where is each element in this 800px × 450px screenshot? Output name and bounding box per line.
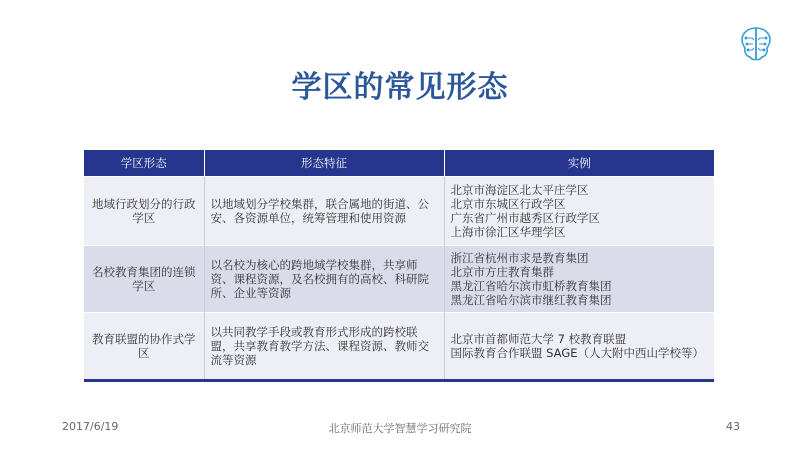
example-item: 黑龙江省哈尔滨市虹桥教育集团	[450, 279, 612, 293]
row-examples	[444, 246, 714, 313]
example-item: 国际教育合作联盟 SAGE（人大附中西山学校等）	[450, 346, 705, 360]
table-row	[84, 313, 714, 381]
example-item: 北京市海淀区北太平庄学区	[450, 183, 589, 197]
header-feature: 形态特征	[204, 150, 444, 177]
footer-date: 2017/6/19	[62, 420, 119, 433]
example-item: 黑龙江省哈尔滨市继红教育集团	[450, 293, 612, 307]
row-form: 地域行政划分的行政学区	[84, 177, 204, 246]
district-forms-table	[84, 150, 714, 382]
row-feature: 以共同教学手段或教育形式形成的跨校联盟，共享教育教学方法、课程资源、教师交流等资源	[204, 313, 444, 381]
example-item: 北京市东城区行政学区	[450, 197, 566, 211]
header-form: 学区形态	[84, 150, 204, 177]
slide-title: 学区的常见形态	[291, 70, 509, 105]
header-examples: 实例	[444, 150, 714, 177]
row-feature: 以名校为核心的跨地域学校集群，共享师资、课程资源，及名校拥有的高校、科研院所、企业等资源	[204, 246, 444, 313]
row-feature: 以地域划分学校集群，联合属地的街道、公安、各资源单位，统筹管理和使用资源	[204, 177, 444, 246]
example-item: 浙江省杭州市求是教育集团	[450, 251, 589, 265]
example-item: 北京市首都师范大学 7 校教育联盟	[450, 332, 627, 346]
row-examples	[444, 313, 714, 381]
row-form: 教育联盟的协作式学区	[84, 313, 204, 381]
table-row	[84, 246, 714, 313]
footer-organization: 北京师范大学智慧学习研究院	[328, 422, 472, 435]
example-item: 上海市徐汇区华理学区	[450, 225, 566, 239]
page-number: 43	[726, 420, 740, 433]
table-row	[84, 177, 714, 246]
example-item: 北京市方庄教育集群	[450, 265, 554, 279]
example-item: 广东省广州市越秀区行政学区	[450, 211, 600, 225]
brain-circuit-logo-icon	[736, 24, 776, 64]
row-examples	[444, 177, 714, 246]
table-header-row	[84, 150, 714, 177]
row-form: 名校教育集团的连锁学区	[84, 246, 204, 313]
